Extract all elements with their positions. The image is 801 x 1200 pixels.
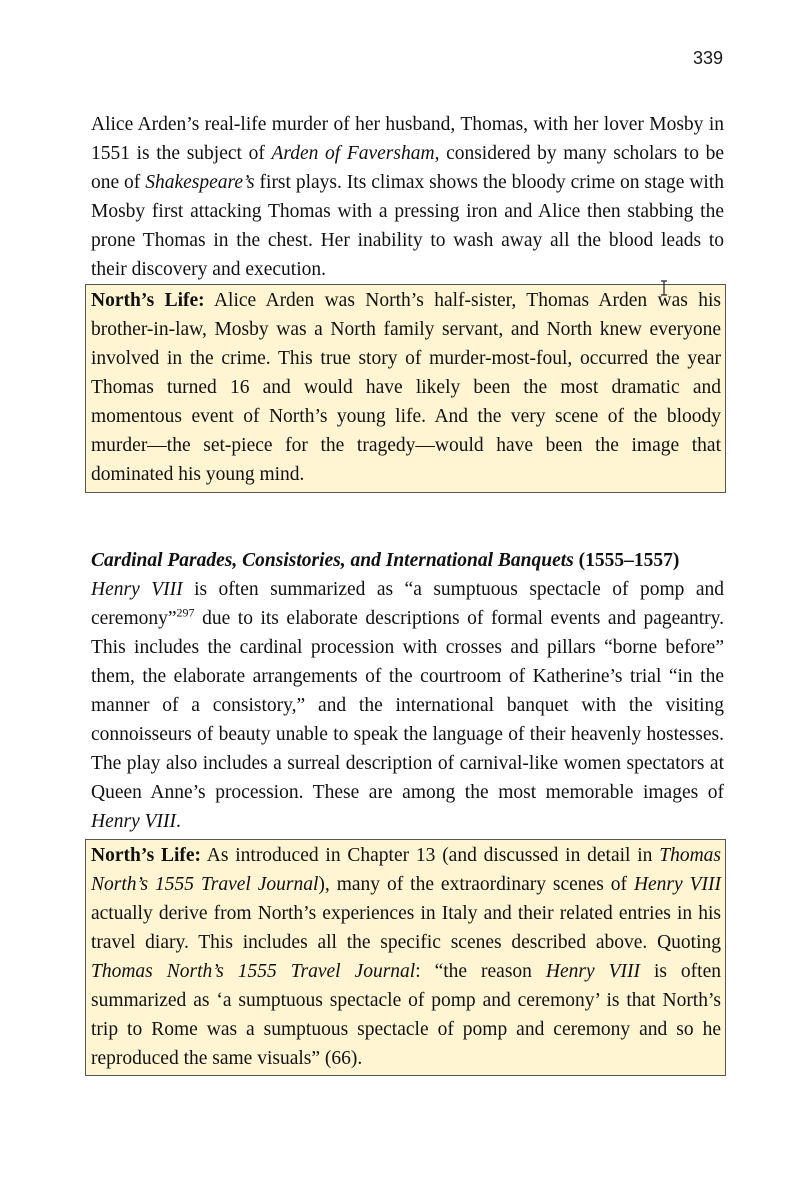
text-run: , considered by many scholars to be one of xyxy=(91,143,724,193)
text-run: . xyxy=(176,811,181,832)
play-title-arden: Arden of Faversham xyxy=(271,143,435,164)
text-run: Alice Arden’s real-life murder of her husband, Thomas, with her lover Mosby in 1551 is the subject of xyxy=(91,114,724,164)
section-heading xyxy=(91,546,724,575)
callout-text: Alice Arden was North’s half-sister, Thomas Arden was his brother-in-law, Mosby was a North family servant, and North knew everyone involved in the crime. This true story of murder-most-foul, occurred the year Thomas turned 16 and would have likely been the most dramatic and momentous event of North’s young life. And the very scene of the bloody murder—the set-piece for the tragedy—would have been the image that dominated his young mind. xyxy=(91,290,721,485)
text-run: actually derive from North’s experiences in Italy and their related entries in his travel diary. This includes all the specific scenes described above. Quoting xyxy=(91,903,721,953)
text-run: ), many of the extraordinary scenes of xyxy=(318,874,634,895)
play-title-henry: Henry VIII xyxy=(91,579,183,600)
text-run: first plays. Its climax shows the bloody crime on stage with Mosby first attacking Thomas with a pressing iron and Alice then stabbing the prone Thomas in the chest. Her inability to wash away all the blood leads to their discovery and execution. xyxy=(91,172,724,280)
book-title: Thomas North’s 1555 Travel Journal xyxy=(91,845,721,895)
text-run: As introduced in Chapter 13 (and discussed in detail in xyxy=(201,845,660,866)
play-title-henry: Henry VIII xyxy=(545,961,640,982)
section-heading-title: Cardinal Parades, Consistories, and International Banquets xyxy=(91,550,574,571)
norths-life-callout-arden xyxy=(85,284,726,493)
text-run: is often summarized as ‘a sumptuous spectacle of pomp and ceremony’ is that North’s trip to Rome was a sumptuous spectacle of pomp and ceremony and so he reproduced the same visuals” (66). xyxy=(91,961,721,1069)
section-heading-dates: (1555–1557) xyxy=(573,550,680,571)
play-title-henry: Henry VIII xyxy=(633,874,722,895)
footnote-marker[interactable]: 297 xyxy=(176,605,195,620)
author-name: Shakespeare’s xyxy=(145,172,255,193)
callout-label: North’s Life: xyxy=(91,290,205,311)
text-run: is often summarized as “a sumptuous spectacle of pomp and ceremony” xyxy=(91,579,724,629)
callout-label: North’s Life: xyxy=(91,845,202,866)
play-title-henry: Henry VIII xyxy=(91,811,176,832)
text-run: : “the reason xyxy=(415,961,546,982)
norths-life-callout-henry xyxy=(85,839,726,1076)
book-title: Thomas North’s 1555 Travel Journal xyxy=(91,961,416,982)
text-run: due to its elaborate descriptions of formal events and pageantry. This includes the cardinal procession with crosses and pillars “borne before” them, the elaborate arrangements of the courtroom of Katherine’s trial “in the manner of a consistory,” and the international banquet with the visiting connoisseurs of beauty unable to speak the language of their heavenly hostesses. The play also includes a surreal description of carnival-like women spectators at Queen Anne’s procession. These are among the most memorable images of xyxy=(91,608,724,803)
body-paragraph-henry xyxy=(91,575,724,836)
page-number: 339 xyxy=(693,48,724,68)
text-cursor-icon xyxy=(659,280,669,296)
body-paragraph-arden xyxy=(91,110,724,284)
